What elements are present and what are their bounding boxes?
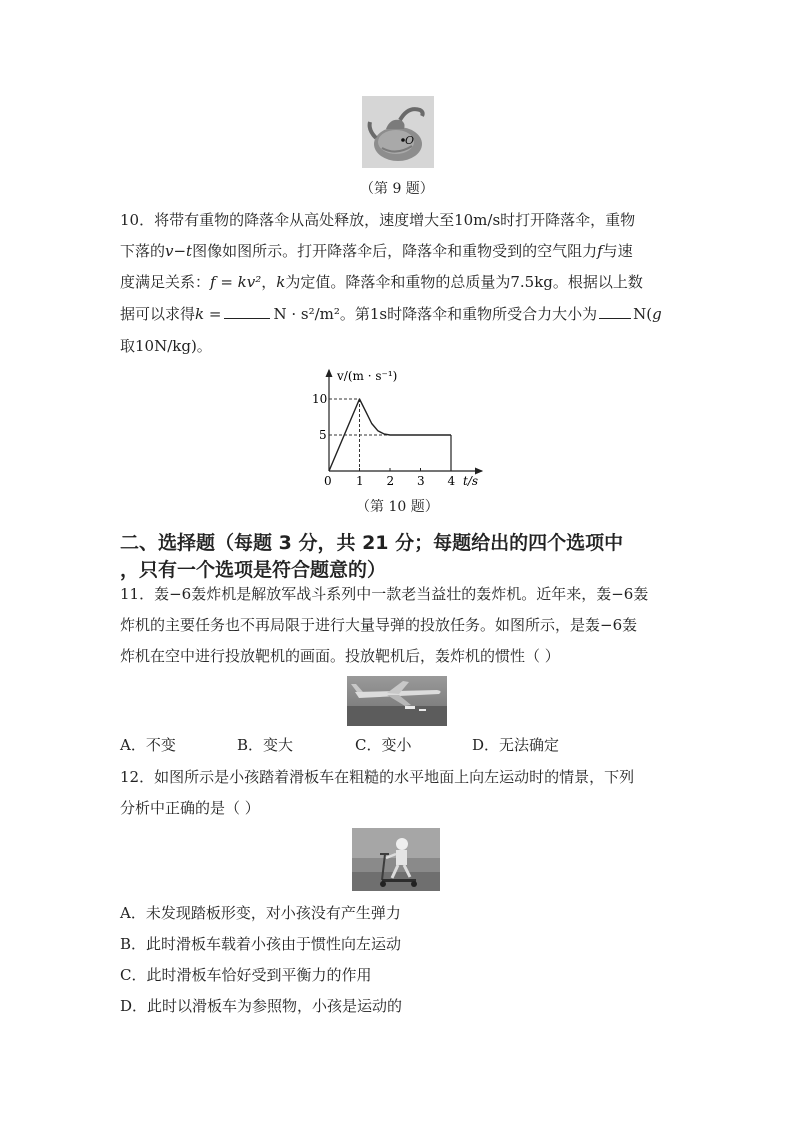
q10-l3-formula: f = kv² <box>210 273 262 291</box>
q10-line-3 <box>120 272 643 292</box>
q11-option-a[interactable]: A．不变 <box>120 736 176 754</box>
velocity-curve <box>329 399 451 471</box>
y-axis-label: v/(m · s⁻¹) <box>337 369 398 383</box>
q10-l4-a: 据可以求得 <box>120 305 196 323</box>
x-tick-label-3: 3 <box>417 474 425 488</box>
y-tick-label-10: 10 <box>312 392 328 406</box>
q10-l3-b: 为定值。降落伞和重物的总质量为7.5kg。根据以上数 <box>285 273 643 291</box>
answer-blank-k[interactable] <box>224 304 270 319</box>
scooter-photo <box>352 828 440 891</box>
q11-option-d[interactable]: D．无法确定 <box>472 736 560 754</box>
q10-line-4 <box>120 304 662 324</box>
x-axis-label: t/s <box>463 474 479 488</box>
x-tick-label-2: 2 <box>386 474 395 488</box>
q11-line-1: 11．轰−6轰炸机是解放军战斗系列中一款老当益壮的轰炸机。近年来，轰−6轰 <box>120 585 649 603</box>
q10-l4-n: N( <box>633 305 653 323</box>
section-2-heading-line-1: 二、选择题（每题 3 分，共 21 分；每题给出的四个选项中 <box>120 532 624 554</box>
vt-graph <box>300 362 500 490</box>
x-tick-label-4: 4 <box>447 474 456 488</box>
y-tick-label-5: 5 <box>319 428 327 442</box>
q10-l4-unit: N · s²/m²。第1s时降落伞和重物所受合力大小为 <box>273 305 598 323</box>
q10-l4-k: k = <box>195 305 222 323</box>
teapot-illustration <box>362 96 434 168</box>
q12-line-1: 12．如图所示是小孩踏着滑板车在粗糙的水平地面上向左运动时的情景，下列 <box>120 768 635 786</box>
q10-line-5 <box>120 336 212 356</box>
q12-option-a[interactable]: A．未发现踏板形变，对小孩没有产生弹力 <box>120 904 401 922</box>
q11-option-c[interactable]: C．变小 <box>355 736 412 754</box>
q10-l5: 取10N/kg)。 <box>120 337 212 355</box>
q10-l4-g: g <box>652 305 662 323</box>
q10-line-1 <box>120 210 635 230</box>
q12-option-c[interactable]: C．此时滑板车恰好受到平衡力的作用 <box>120 966 372 984</box>
figure-9-caption: （第 9 题） <box>360 181 434 197</box>
q10-line-1-text: 10．将带有重物的降落伞从高处释放，速度增大至10m/s时打开降落伞，重物 <box>120 211 636 229</box>
q10-l2-f: f <box>597 242 603 260</box>
q10-l3-a: 度满足关系： <box>120 273 211 291</box>
q10-l2-a: 下落的 <box>120 242 166 260</box>
q12-option-d[interactable]: D．此时以滑板车为参照物，小孩是运动的 <box>120 997 403 1015</box>
bomber-photo <box>347 676 447 726</box>
q10-l3-k: k <box>276 273 286 291</box>
origin-label: 0 <box>324 474 332 488</box>
q11-line-2: 炸机的主要任务也不再局限于进行大量导弹的投放任务。如图所示，是轰−6轰 <box>120 616 638 634</box>
bomber-illustration <box>347 676 447 726</box>
x-tick-label-1: 1 <box>356 474 364 488</box>
point-o-label: O <box>405 134 415 147</box>
scooter-illustration <box>352 828 440 891</box>
q10-l2-b: 图像如图所示。打开降落伞后，降落伞和重物受到的空气阻力 <box>192 242 598 260</box>
section-2-heading-line-2: ，只有一个选项是符合题意的） <box>120 559 387 581</box>
answer-blank-force[interactable] <box>599 304 631 319</box>
q12-line-2: 分析中正确的是（ ） <box>120 799 260 817</box>
q11-option-b[interactable]: B．变大 <box>237 736 294 754</box>
q11-line-3: 炸机在空中进行投放靶机的画面。投放靶机后，轰炸机的惯性（ ） <box>120 647 560 665</box>
q10-l2-var: v−t <box>165 242 193 260</box>
teapot-photo <box>362 96 434 168</box>
q10-l2-c: 与速 <box>602 242 633 260</box>
q10-l3-sep: ， <box>261 273 277 291</box>
q12-option-b[interactable]: B．此时滑板车载着小孩由于惯性向左运动 <box>120 935 402 953</box>
q10-line-2 <box>120 241 633 261</box>
figure-10-caption: （第 10 题） <box>356 499 439 515</box>
